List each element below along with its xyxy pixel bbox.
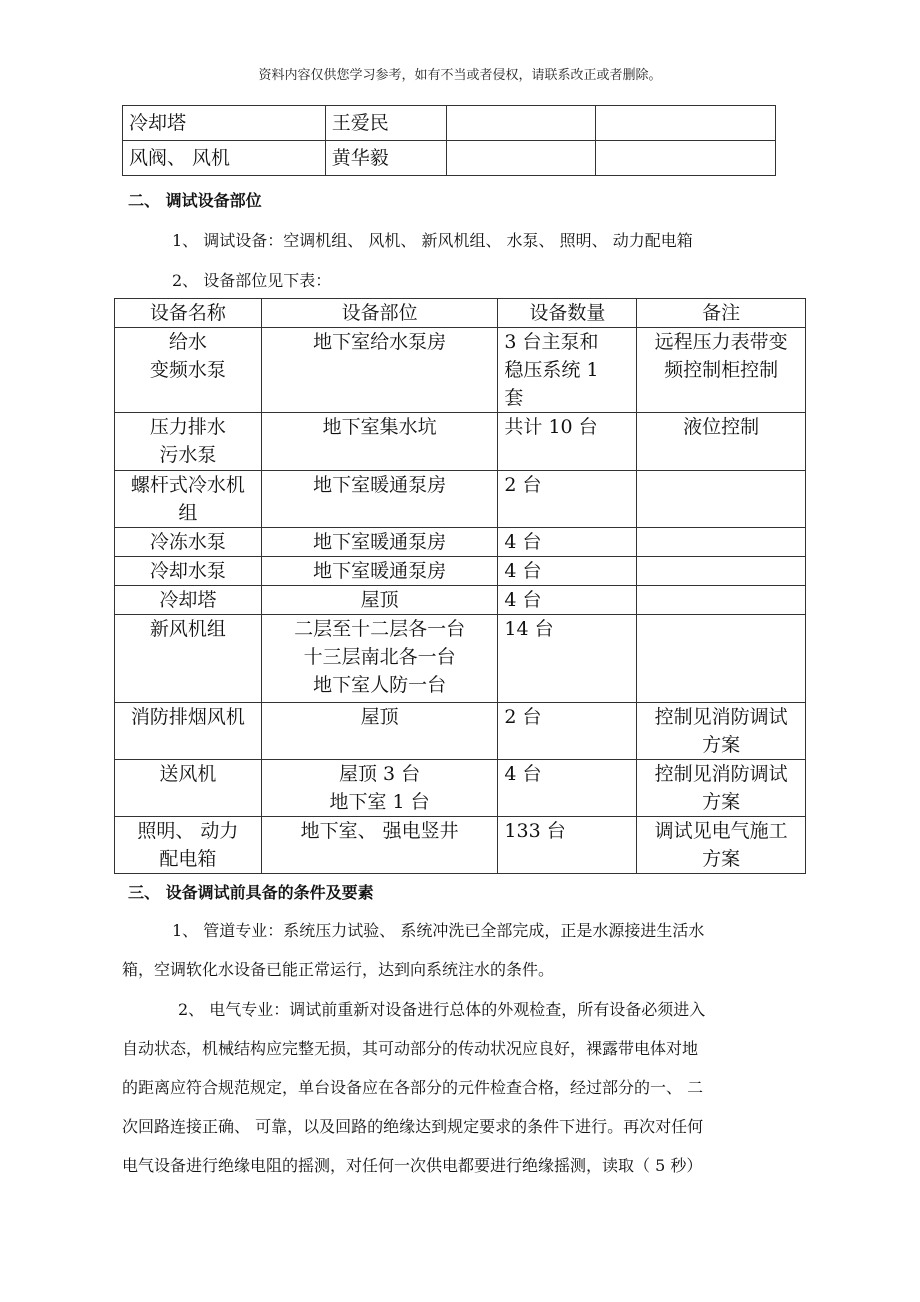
equipment-location-cell: [261, 760, 498, 817]
column-header: 备注: [637, 299, 806, 328]
table-header-row: [115, 299, 806, 328]
equipment-name-cell: [115, 471, 262, 528]
cell-line: 屋顶: [360, 706, 399, 728]
cell-line: 配电箱: [159, 848, 217, 870]
cell-line: 冷冻水泵: [149, 531, 226, 553]
cell-line: 频控制柜控制: [664, 359, 779, 381]
equipment-name-cell: [115, 413, 262, 471]
equipment-name-cell: [115, 328, 262, 413]
cell-line: 套: [504, 387, 524, 409]
cell-line: 地下室集水坑: [322, 416, 437, 438]
equipment-location-cell: [261, 615, 498, 703]
equipment-quantity-cell: [498, 557, 637, 586]
equipment-name-cell: [115, 528, 262, 557]
cell-line: 地下室给水泵房: [313, 331, 447, 353]
paragraph-line: 箱，空调软化水设备已能正常运行，达到向系统注水的条件。: [122, 960, 555, 979]
cell-line: 地下室暖通泵房: [313, 560, 447, 582]
paragraph-line: 次回路连接正确、 可靠，以及回路的绝缘达到规定要求的条件下进行。再次对任何: [122, 1117, 704, 1136]
table-row: [123, 106, 776, 141]
table-row: [115, 471, 806, 528]
header-note: 资料内容仅供您学习参考，如有不当或者侵权，请联系改正或者删除。: [258, 68, 662, 83]
cell-line: 2 台: [504, 474, 542, 496]
equipment-name-cell: [115, 703, 262, 760]
table-cell: 黄华毅: [325, 141, 446, 176]
equipment-quantity-cell: [498, 413, 637, 471]
equipment-note-cell: [637, 328, 806, 413]
cell-line: 地下室 1 台: [329, 791, 430, 813]
cell-line: 4 台: [504, 763, 542, 785]
equipment-quantity-cell: [498, 817, 637, 874]
cell-line: 地下室暖通泵房: [313, 531, 447, 553]
cell-line: 地下室人防一台: [313, 674, 447, 696]
table-cell: [596, 141, 776, 176]
cell-line: 冷却塔: [159, 589, 217, 611]
table-row: [115, 528, 806, 557]
equipment-name-cell: [115, 586, 262, 615]
equipment-table: [114, 298, 806, 874]
cell-line: 远程压力表带变: [654, 331, 788, 353]
cell-line: 污水泵: [159, 444, 217, 466]
cell-line: 2 台: [504, 706, 542, 728]
paragraph-line: 电气设备进行绝缘电阻的摇测，对任何一次供电都要进行绝缘摇测，读取（ 5 秒）: [122, 1156, 703, 1175]
cell-line: 控制见消防调试: [654, 706, 788, 728]
equipment-quantity-cell: [498, 703, 637, 760]
cell-line: 方案: [702, 791, 741, 813]
cell-line: 14 台: [504, 618, 554, 640]
paragraph-line: 自动状态，机械结构应完整无损，其可动部分的传动状况应良好，裸露带电体对地: [122, 1039, 699, 1058]
cell-line: 共计 10 台: [504, 416, 598, 438]
cell-line: 十三层南北各一台: [303, 646, 456, 668]
table-row: [115, 328, 806, 413]
cell-line: 稳压系统 1: [504, 359, 599, 381]
equipment-location-cell: [261, 471, 498, 528]
cell-line: 调试见电气施工: [654, 820, 788, 842]
table-row: [115, 760, 806, 817]
equipment-location-cell: [261, 328, 498, 413]
section-2-heading: 二、 调试设备部位: [128, 191, 262, 210]
column-header: 设备部位: [261, 299, 498, 328]
table-cell: [596, 106, 776, 141]
table-body: [115, 328, 806, 874]
cell-line: 冷却水泵: [149, 560, 226, 582]
cell-line: 133 台: [504, 820, 566, 842]
section-3-para-2: [122, 990, 705, 1185]
cell-line: 屋顶 3 台: [339, 763, 421, 785]
cell-line: 给水: [168, 331, 207, 353]
column-header: 设备数量: [498, 299, 637, 328]
equipment-location-cell: [261, 413, 498, 471]
equipment-note-cell: [637, 413, 806, 471]
table-cell: 王爱民: [325, 106, 446, 141]
equipment-note-cell: [637, 703, 806, 760]
equipment-quantity-cell: [498, 615, 637, 703]
cell-line: 螺杆式冷水机: [130, 474, 245, 496]
table-row: [115, 615, 806, 703]
equipment-note-cell: [637, 471, 806, 528]
table-row: [115, 557, 806, 586]
cell-line: 地下室暖通泵房: [313, 474, 447, 496]
cell-line: 方案: [702, 734, 741, 756]
cell-line: 4 台: [504, 589, 542, 611]
table-cell: 风阀、 风机: [123, 141, 326, 176]
cell-line: 液位控制: [683, 416, 760, 438]
table-row: [115, 703, 806, 760]
section-2-item-2: 2、 设备部位见下表：: [172, 271, 332, 290]
equipment-name-cell: [115, 615, 262, 703]
equipment-location-cell: [261, 557, 498, 586]
equipment-location-cell: [261, 528, 498, 557]
equipment-quantity-cell: [498, 760, 637, 817]
equipment-quantity-cell: [498, 328, 637, 413]
equipment-note-cell: [637, 528, 806, 557]
equipment-note-cell: [637, 760, 806, 817]
equipment-note-cell: [637, 557, 806, 586]
cell-line: 4 台: [504, 531, 542, 553]
personnel-table: [122, 105, 776, 176]
section-2-item-1: 1、 调试设备：空调机组、 风机、 新风机组、 水泵、 照明、 动力配电箱: [172, 231, 693, 250]
cell-line: 二层至十二层各一台: [294, 618, 466, 640]
cell-line: 压力排水: [149, 416, 226, 438]
equipment-quantity-cell: [498, 471, 637, 528]
equipment-location-cell: [261, 703, 498, 760]
table-row: [115, 817, 806, 874]
table-cell: [446, 141, 596, 176]
equipment-quantity-cell: [498, 586, 637, 615]
equipment-location-cell: [261, 586, 498, 615]
cell-line: 照明、 动力: [137, 820, 239, 842]
table-cell: 冷却塔: [123, 106, 326, 141]
equipment-quantity-cell: [498, 528, 637, 557]
cell-line: 3 台主泵和: [504, 331, 599, 353]
table-cell: [446, 106, 596, 141]
column-header: 设备名称: [115, 299, 262, 328]
equipment-name-cell: [115, 760, 262, 817]
paragraph-line: 2、 电气专业：调试前重新对设备进行总体的外观检查，所有设备必须进入: [178, 1000, 706, 1019]
table-row: [115, 413, 806, 471]
section-3-heading: 三、 设备调试前具备的条件及要素: [128, 883, 374, 902]
equipment-note-cell: [637, 615, 806, 703]
cell-line: 新风机组: [149, 618, 226, 640]
cell-line: 地下室、 强电竖井: [300, 820, 459, 842]
equipment-location-cell: [261, 817, 498, 874]
cell-line: 组: [178, 502, 198, 524]
equipment-name-cell: [115, 557, 262, 586]
cell-line: 变频水泵: [149, 359, 226, 381]
equipment-name-cell: [115, 817, 262, 874]
equipment-note-cell: [637, 817, 806, 874]
cell-line: 送风机: [159, 763, 217, 785]
paragraph-line: 的距离应符合规范规定，单台设备应在各部分的元件检查合格，经过部分的一、 二: [122, 1078, 704, 1097]
cell-line: 控制见消防调试: [654, 763, 788, 785]
cell-line: 屋顶: [360, 589, 399, 611]
cell-line: 4 台: [504, 560, 542, 582]
cell-line: 方案: [702, 848, 741, 870]
table-row: [115, 586, 806, 615]
table-row: [123, 141, 776, 176]
cell-line: 消防排烟风机: [130, 706, 245, 728]
paragraph-line: 1、 管道专业：系统压力试验、 系统冲洗已全部完成，正是水源接进生活水: [172, 921, 705, 940]
section-3-para-1: [122, 911, 704, 989]
equipment-note-cell: [637, 586, 806, 615]
